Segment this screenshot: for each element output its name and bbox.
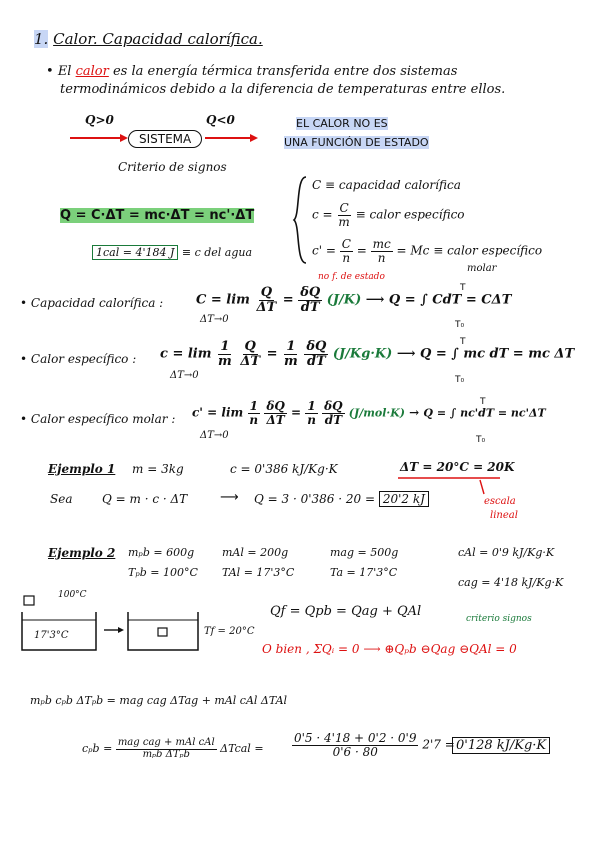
ej1-mass: m = 3kg <box>132 462 184 476</box>
example-2-title: Ejemplo 2 <box>48 546 116 560</box>
calorimeter-diagram <box>18 590 238 660</box>
num-mul: 2'7 = <box>422 737 455 752</box>
cap-limit-sub: ΔT→0 <box>200 314 229 325</box>
mol-d3: dT <box>324 412 343 427</box>
note1-text: EL CALOR NO ES <box>296 117 388 130</box>
mol-d2: n <box>307 412 316 427</box>
def3-d2: n <box>377 250 386 265</box>
def-molar-word: molar <box>467 263 497 274</box>
ej2-heat-balance-1: Qf = Qpb = Qag + QAl <box>270 604 422 619</box>
mol-int-top: T <box>480 397 486 407</box>
ej1-specific-heat: c = 0'386 kJ/Kg·K <box>230 462 338 476</box>
esp-int-top: T <box>460 337 466 347</box>
def3-n2: mc <box>372 237 391 251</box>
cap-arrow: ⟶ <box>365 292 385 308</box>
system-box: SISTEMA <box>128 130 202 148</box>
cpb-frac <box>116 738 217 760</box>
ej1-calc-text: Q = 3 · 0'386 · 20 = <box>254 492 376 506</box>
mol-arrow: → <box>409 405 420 420</box>
def3-frac2 <box>371 238 393 264</box>
arrow-in-head <box>120 134 128 142</box>
cap-int-top: T <box>460 283 466 293</box>
ej2-final-result <box>452 738 550 753</box>
def3-lhs: c' = <box>312 243 340 258</box>
esp-limit-sub: ΔT→0 <box>170 370 199 381</box>
esp-int-bottom: T₀ <box>455 375 465 385</box>
ej2-ta: Ta = 17'3°C <box>330 566 398 579</box>
mol-frac2 <box>305 400 318 426</box>
def-capacity: C ≡ capacidad calorífica <box>312 178 461 192</box>
cap-frac2 <box>298 286 322 314</box>
ej2-tpb: Tₚb = 100°C <box>128 566 198 579</box>
lead-block-icon <box>24 596 34 605</box>
ej1-formula: Q = m · c · ΔT <box>102 492 188 506</box>
mol-limit-sub: ΔT→0 <box>200 430 229 441</box>
def3-rhs: = Mc ≡ calor específico <box>396 243 543 258</box>
ej2-mag: mag = 500g <box>330 546 399 559</box>
cap-d2: dT <box>300 299 320 315</box>
cap-frac1 <box>254 286 278 314</box>
cap-result: Q = ∫ CdT = CΔT <box>388 292 512 308</box>
mol-n3: δQ <box>324 399 343 413</box>
not-state-function-note: no f. de estado <box>318 272 385 282</box>
def3-n1: C <box>341 237 351 251</box>
mol-frac0 <box>247 400 260 426</box>
mol-n1: δQ <box>266 399 285 413</box>
ej2-balance-equation: mₚb cₚb ΔTₚb = mag cag ΔTag + mAl cAl ΔTAl <box>30 694 288 707</box>
ej2-cag: cag = 4'18 kJ/Kg·K <box>458 576 564 589</box>
main-formula-text: Q = C·ΔT = mc·ΔT = nc'·ΔT <box>60 208 255 223</box>
esp-d0: m <box>218 353 232 369</box>
mol-int-bottom: T₀ <box>476 435 486 445</box>
cap-int-bottom: T₀ <box>455 320 465 330</box>
ej2-numeric <box>292 732 455 758</box>
molar-heat-label: • Calor específico molar : <box>20 412 176 426</box>
esp-result: Q = ∫ mc dT = mc ΔT <box>420 346 575 362</box>
def2-lhs: c = <box>312 207 337 222</box>
def2-num: C <box>339 201 349 215</box>
cpb-den: mₚb ΔTₚb <box>142 748 190 760</box>
not-state-note-1 <box>296 117 388 130</box>
def3-d1: n <box>342 250 351 265</box>
kcal-box: 1cal = 4'184 J <box>92 245 178 260</box>
mol-units: (J/mol·K) <box>348 406 405 420</box>
cpb-mid: ΔTcal = <box>220 742 264 755</box>
intro-line-1: • El calor es la energía térmica transferida entre dos sistemas <box>46 64 458 79</box>
esp-frac1 <box>238 340 262 368</box>
esp-frac2 <box>282 340 300 368</box>
ej1-note-linear: lineal <box>490 510 518 521</box>
def2-fraction <box>336 202 351 228</box>
cpb-num: mag cag + mAl cAl <box>117 737 215 748</box>
section-title: Calor. Capacidad calorífica. <box>53 30 263 48</box>
esp-d1: ΔT <box>240 353 261 369</box>
cpb-lhs: cₚb = <box>82 742 113 755</box>
ej1-sea: Sea <box>50 492 73 506</box>
cap-n2: δQ <box>300 285 321 300</box>
esp-n2: 1 <box>286 339 296 354</box>
ej1-arrow: ⟶ <box>220 490 239 505</box>
mol-lhs: c' = lim <box>192 405 244 420</box>
example-1-title: Ejemplo 1 <box>48 462 116 476</box>
final-box: 0'128 kJ/Kg·K <box>452 737 550 754</box>
final-temp: Tf = 20°C <box>204 626 255 637</box>
esp-n1: Q <box>244 339 256 354</box>
heat-capacity-label: • Capacidad calorífica : <box>20 296 164 310</box>
esp-d2: m <box>284 353 298 369</box>
ej2-sign-criterion: criterio signos <box>466 614 532 624</box>
esp-frac0 <box>216 340 234 368</box>
esp-arrow: ⟶ <box>396 346 416 362</box>
cap-d1: ΔT <box>256 299 277 315</box>
def2-rhs: ≡ calor específico <box>355 207 465 222</box>
main-heat-formula <box>60 208 254 223</box>
cap-n1: Q <box>260 285 273 300</box>
sign-criterion-caption: Criterio de signos <box>118 160 227 174</box>
ej2-tal: TAl = 17'3°C <box>222 566 295 579</box>
esp-lhs: c = lim <box>160 346 212 362</box>
def-molar-heat: c' = $\frac{C}{n}$ = $\frac{mc}{n}$ = Mc ≡ calor específico <box>312 237 543 265</box>
intro-post: es la energía térmica transferida entre dos sistemas <box>108 64 458 79</box>
mol-n0: 1 <box>249 399 258 413</box>
intro-line-2: termodinámicos debido a la diferencia de temperaturas entre ellos. <box>60 82 506 97</box>
lead-block-submerged-icon <box>158 628 167 636</box>
kcal-equivalence <box>92 246 252 259</box>
num-den: 0'6 · 80 <box>332 744 378 759</box>
esp-units: (J/Kg·K) <box>332 346 393 362</box>
ej2-mal: mAl = 200g <box>222 546 289 559</box>
mol-frac1 <box>264 400 286 426</box>
num-frac <box>292 732 418 758</box>
ej1-result-box: 20'2 kJ <box>379 491 429 507</box>
mol-frac3 <box>322 400 344 426</box>
kcal-note: ≡ c del agua <box>181 246 253 259</box>
intro-pre: El <box>57 64 76 79</box>
specific-heat-formula: c = lim $\frac{1}{m}$ $\frac{Q}{\Delta T}$ = $\frac{1}{m}$ $\frac{\delta Q}{dT}$ (J/Kg·K) ⟶ Q = ∫ mc dT = mc ΔT <box>160 339 575 369</box>
esp-d3: dT <box>306 353 326 369</box>
ej1-red-underline <box>398 474 508 514</box>
cap-lhs: C = lim <box>196 292 250 308</box>
intro-highlight-word: calor <box>75 64 109 79</box>
note2-text: UNA FUNCIÓN DE ESTADO <box>284 136 429 149</box>
mol-d0: n <box>249 412 259 427</box>
ej1-note-scale: escala <box>484 496 516 507</box>
mol-d1: ΔT <box>266 412 285 427</box>
specific-heat-label: • Calor específico : <box>20 352 137 366</box>
ej2-cpb-formula <box>82 738 264 760</box>
water-temp: 17'3°C <box>34 630 69 641</box>
cap-units: (J/K) <box>326 292 362 308</box>
heat-capacity-formula: C = lim $\frac{Q}{\Delta T}$ = $\frac{\delta Q}{dT}$ (J/K) ⟶ Q = ∫ CdT = CΔT <box>196 285 512 315</box>
molar-heat-formula: c' = lim $\frac{1}{n}$ $\frac{\delta Q}{\Delta T}$ = $\frac{1}{n}$ $\frac{\delta Q}{dT}$ (J/mol·K) → Q = ∫ nc'dT = nc'ΔT <box>192 399 546 427</box>
arrow-out-head <box>250 134 258 142</box>
esp-frac3 <box>304 340 328 368</box>
beaker-right <box>128 612 198 650</box>
section-number: 1. <box>34 30 49 48</box>
def3-frac1 <box>340 238 353 264</box>
num-num: 0'5 · 4'18 + 0'2 · 0'9 <box>294 731 417 745</box>
ej2-cal: cAl = 0'9 kJ/Kg·K <box>458 546 555 559</box>
q-negative-label: Q<0 <box>206 113 235 127</box>
def2-den: m <box>338 214 350 229</box>
section-heading <box>34 30 263 48</box>
esp-n0: 1 <box>220 339 230 354</box>
mol-result: Q = ∫ nc'dT = nc'ΔT <box>423 406 546 420</box>
not-state-note-2 <box>284 136 429 149</box>
mol-n2: 1 <box>307 399 316 413</box>
block-temp: 100°C <box>58 590 87 600</box>
def-specific-heat <box>312 202 465 228</box>
ej1-delta-t: ΔT = 20°C = 20K <box>400 460 515 474</box>
ej2-heat-balance-2: O bien , ΣQᵢ = 0 ⟶ ⊕Qₚb ⊖Qag ⊖QAl = 0 <box>262 642 517 656</box>
esp-n3: δQ <box>306 339 327 354</box>
definition-brace <box>292 175 308 265</box>
q-positive-label: Q>0 <box>85 113 114 127</box>
ej2-mpb: mₚb = 600g <box>128 546 195 559</box>
